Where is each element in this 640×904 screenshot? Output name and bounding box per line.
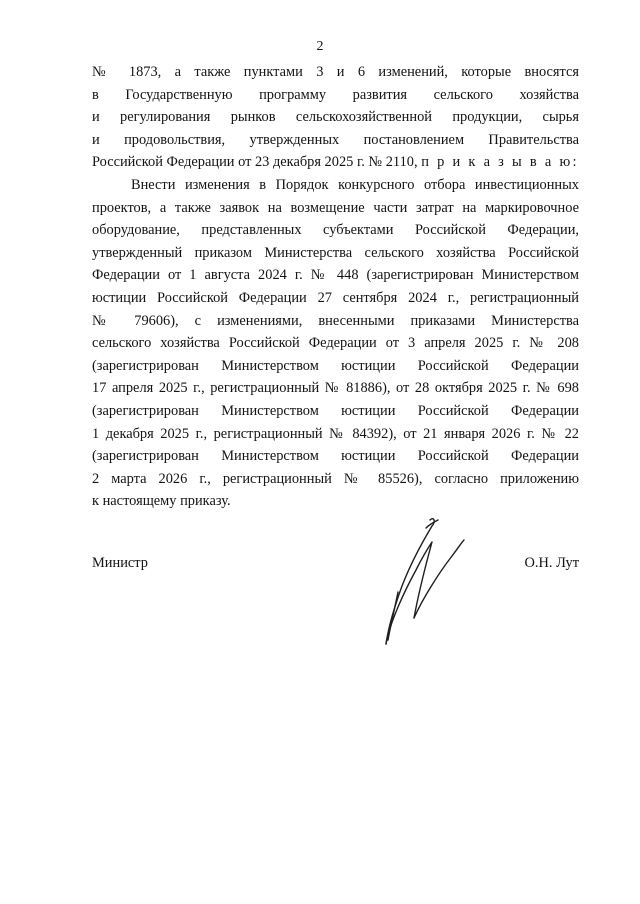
text-line: проектов, а также заявок на возмещение части затрат на маркировочное [92, 199, 579, 216]
text-line: Федерации от 1 августа 2024 г. № 448 (зарегистрирован Министерством [92, 267, 579, 284]
paragraph-order-text [92, 174, 579, 513]
text-line: (зарегистрирован Министерством юстиции Российской Федерации [92, 448, 579, 465]
text-line: к настоящему приказу. [92, 493, 231, 510]
text-line: Внести изменения в Порядок конкурсного отбора инвестиционных [131, 177, 579, 193]
text-line-with-command [92, 151, 579, 174]
text-line: юстиции Российской Федерации 27 сентября 2024 г., регистрационный [92, 289, 579, 306]
text-line: сельского хозяйства Российской Федерации от 3 апреля 2025 г. № 208 [92, 335, 579, 352]
text-line: (зарегистрирован Министерством юстиции Российской Федерации [92, 402, 579, 419]
text-line: № 1873, а также пунктами 3 и 6 изменений, которые вносятся [92, 64, 579, 80]
text-line: оборудование, представленных субъектами Российской Федерации, [92, 222, 579, 239]
text-line: 1 декабря 2025 г., регистрационный № 84392), от 21 января 2026 г. № 22 [92, 425, 579, 442]
command-word: п р и к а з ы в а ю: [421, 154, 579, 171]
text-line: (зарегистрирован Министерством юстиции Российской Федерации [92, 357, 579, 374]
text-line-part: Российской Федерации от 23 декабря 2025 г. № 2110, [92, 154, 422, 171]
signer-name: О.Н. Лут [524, 555, 579, 571]
text-line: 17 апреля 2025 г., регистрационный № 81886), от 28 октября 2025 г. № 698 [92, 380, 579, 397]
text-line: и регулирования рынков сельскохозяйственной продукции, сырья [92, 109, 579, 126]
signer-position-title: Министр [92, 555, 148, 571]
text-line: и продовольствия, утвержденных постановлением Правительства [92, 131, 579, 148]
text-line: в Государственную программу развития сельского хозяйства [92, 86, 579, 103]
text-line: 2 марта 2026 г., регистрационный № 85526), согласно приложению [92, 470, 579, 487]
paragraph-legal-basis [92, 61, 579, 174]
text-line: № 79606), с изменениями, внесенными приказами Министерства [92, 312, 579, 329]
page-number: 2 [316, 39, 324, 54]
handwritten-signature [368, 512, 468, 652]
text-line: утвержденный приказом Министерства сельского хозяйства Российской [92, 244, 579, 261]
